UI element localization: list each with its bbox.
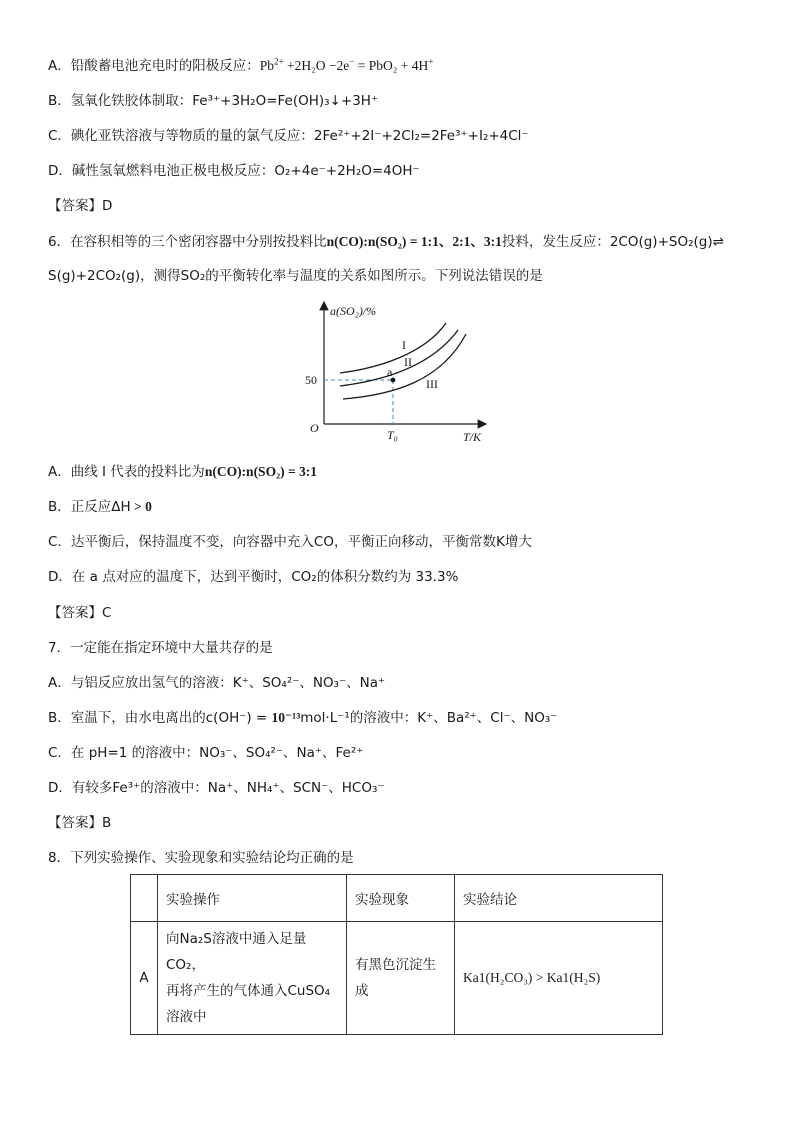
q6-option-a: A．曲线 I 代表的投料比为n(CO):n(SO₂) = 3:1 [48, 464, 318, 480]
row-label: A [131, 922, 158, 1035]
experiment-table [130, 874, 663, 1035]
q5-option-a: A．铅酸蓄电池充电时的阳极反应：$Pb^{2+} +2H_2O -2e^- = PbO_2 + 4H^+$ [48, 56, 434, 74]
q7-stem: 7．一定能在指定环境中大量共存的是 [48, 640, 273, 656]
q6-stem-line2: S(g)+2CO₂(g)，测得SO₂的平衡转化率与温度的关系如图所示。下列说法错误的是 [48, 268, 543, 284]
q5-option-b: B．氢氧化铁胶体制取：Fe³⁺+3H₂O=Fe(OH)₃↓+3H⁺ [48, 93, 379, 109]
q6-option-c: C．达平衡后，保持温度不变，向容器中充入CO，平衡正向移动，平衡常数K增大 [48, 534, 532, 550]
q6-option-b: B．正反应ΔH > 0 [48, 499, 152, 515]
header-cell-conclusion: 实验结论 [455, 875, 663, 922]
q5-option-c: C．碘化亚铁溶液与等物质的量的氯气反应：2Fe²⁺+2I⁻+2Cl₂=2Fe³⁺+I₂+4Cl⁻ [48, 128, 529, 144]
q5-answer: 【答案】D [48, 198, 113, 214]
y-axis-label: a(SO₂)/% [330, 304, 377, 318]
header-cell-operation: 实验操作 [158, 875, 347, 922]
conclusion-cell: Ka1(H₂CO₃) > Ka1(H₂S) [455, 922, 663, 1035]
q7-option-b: B．室温下，由水电离出的c(OH⁻) = 10⁻¹³mol·L⁻¹的溶液中：K⁺、Ba²⁺、Cl⁻、NO₃⁻ [48, 710, 558, 726]
y-tick-label: 50 [305, 373, 317, 387]
curve-ii-label: II [404, 355, 412, 369]
q6-option-d: D．在 a 点对应的温度下，达到平衡时，CO₂的体积分数约为 33.3% [48, 569, 459, 585]
phenomenon-cell: 有黑色沉淀生 成 [347, 922, 455, 1035]
header-cell-blank [131, 875, 158, 922]
table-header-row [131, 875, 663, 922]
q7-option-c: C．在 pH=1 的溶液中：NO₃⁻、SO₄²⁻、Na⁺、Fe²⁺ [48, 745, 364, 761]
q6-answer: 【答案】C [48, 605, 112, 621]
so2-conversion-chart [300, 298, 500, 446]
x-axis-label: T/K [463, 430, 482, 444]
q7-option-d: D．有较多Fe³⁺的溶液中：Na⁺、NH₄⁺、SCN⁻、HCO₃⁻ [48, 780, 385, 796]
curve-i-label: I [402, 338, 406, 352]
q6-ratio-expression: n(CO):n(SO₂) = 1:1、2:1、3:1 [326, 234, 502, 249]
q7-option-a: A．与铝反应放出氢气的溶液：K⁺、SO₄²⁻、NO₃⁻、Na⁺ [48, 675, 386, 691]
curve-iii-label: III [426, 377, 438, 391]
curve-i [340, 323, 446, 373]
q5-option-d: D．碱性氢氧燃料电池正极电极反应：O₂+4e⁻+2H₂O=4OH⁻ [48, 163, 420, 179]
header-cell-phenomenon: 实验现象 [347, 875, 455, 922]
q5-option-a-equation: $Pb^{2+} +2H_2O -2e^- = PbO_2 + 4H^+$ [259, 56, 434, 73]
origin-label: O [310, 421, 319, 435]
x-tick-label: T₀ [387, 428, 398, 442]
operation-cell: 向Na₂S溶液中通入足量CO₂， 再将产生的气体通入CuSO₄ 溶液中 [158, 922, 347, 1035]
q7-answer: 【答案】B [48, 815, 112, 831]
table-row [131, 922, 663, 1035]
q8-stem: 8．下列实验操作、实验现象和实验结论均正确的是 [48, 850, 354, 866]
q6-stem-line1: 6．在容积相等的三个密闭容器中分别按投料比n(CO):n(SO₂) = 1:1、2:1、3:1投料，发生反应：2CO(g)+SO₂(g)⇌ [48, 234, 724, 250]
point-a-label: a [387, 365, 393, 379]
